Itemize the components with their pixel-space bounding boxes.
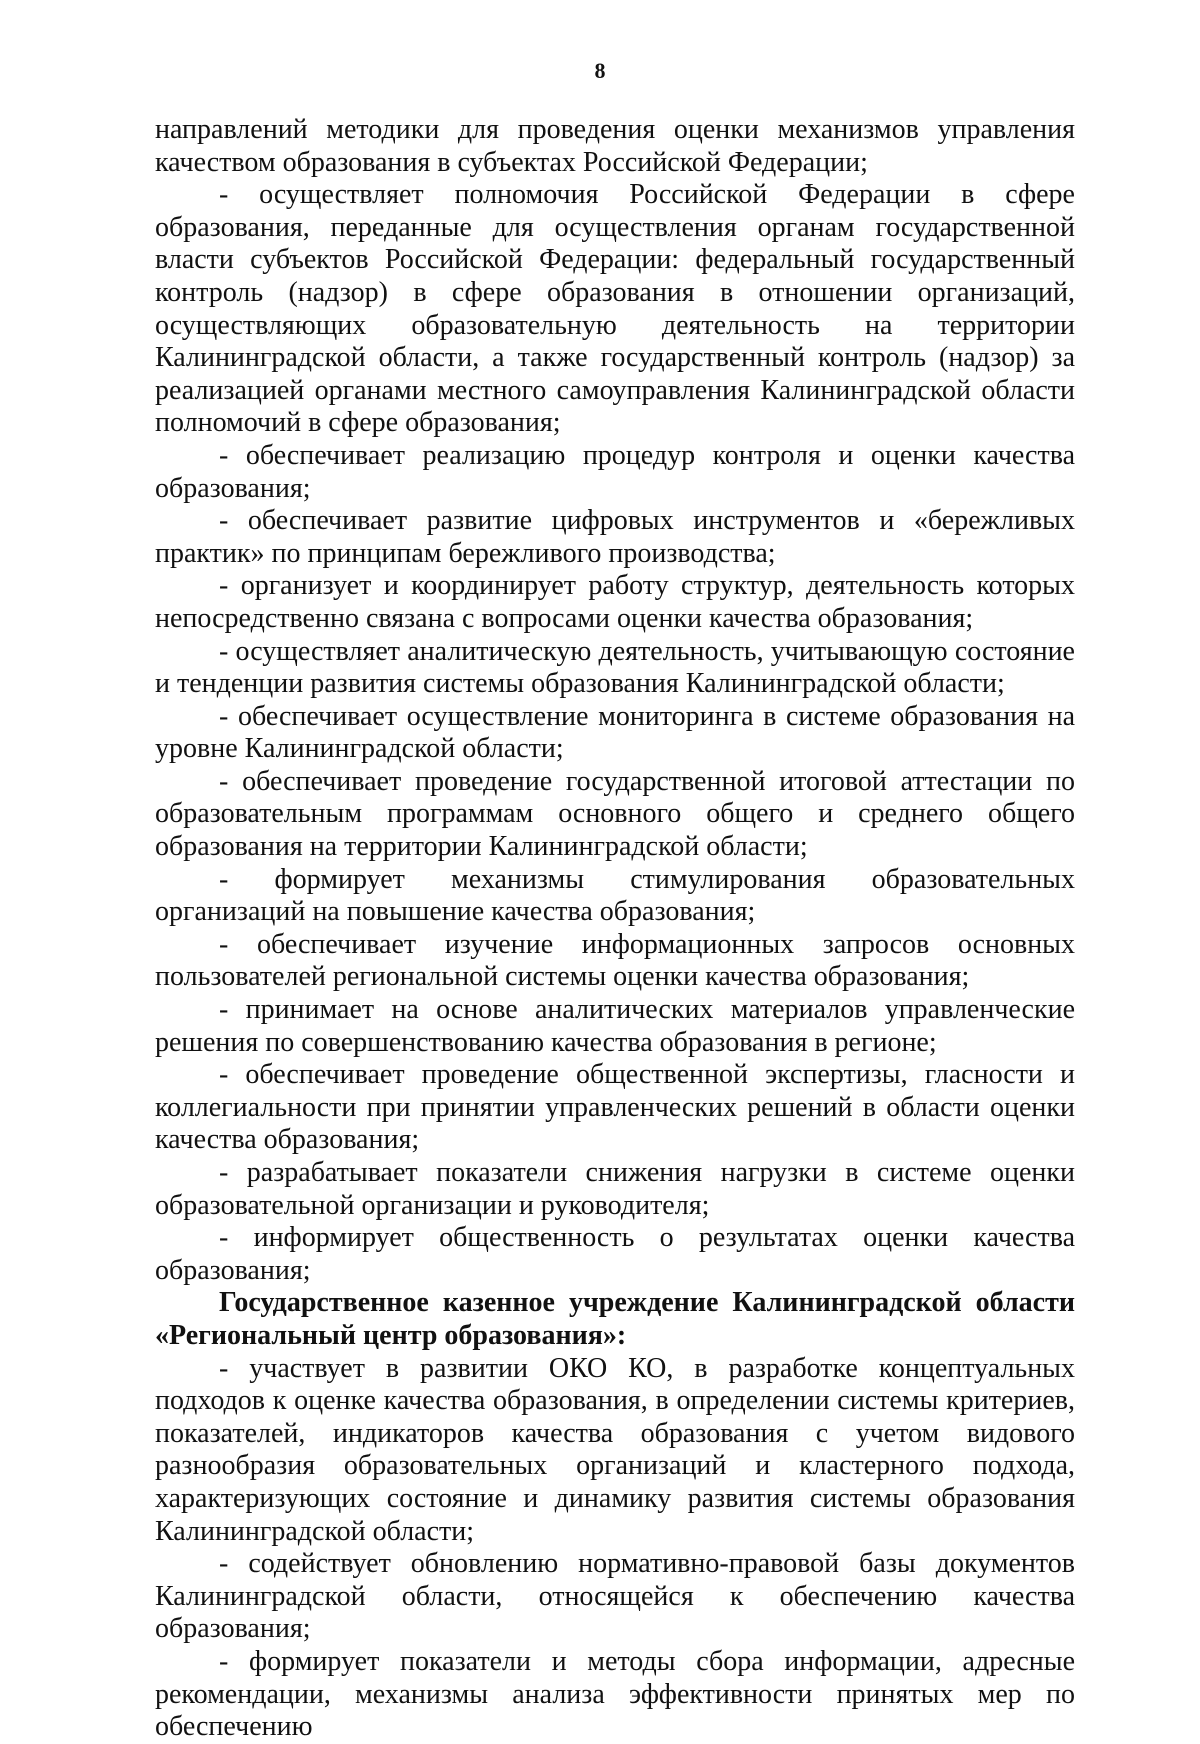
section-heading-regional-center: Государственное казенное учреждение Калининградской области «Региональный центр образования»: [155, 1287, 1075, 1351]
paragraph-information-requests: - обеспечивает изучение информационных запросов основных пользователей региональной системы оценки качества образования; [155, 928, 1075, 993]
paragraph-federal-powers: - осуществляет полномочия Российской Федерации в сфере образования, переданные для осуществления органам государственной власти субъектов Российской Федерации: федеральный государственный контроль (надзор) в сфере образования в отношении организаций, осуществляющих образовательную деятельность на территории Калининградской области, а также государственный контроль (надзор) за реализацией органами местного самоуправления Калининградской области полномочий в сфере образования; [155, 179, 1075, 439]
paragraph-public-expertise: - обеспечивает проведение общественной экспертизы, гласности и коллегиальности при принятии управленческих решений в области оценки качества образования; [155, 1059, 1075, 1156]
paragraph-management-decisions: - принимает на основе аналитических материалов управленческие решения по совершенствованию качества образования в регионе; [155, 994, 1075, 1058]
paragraph-analytics: - осуществляет аналитическую деятельность, учитывающую состояние и тенденции развития системы образования Калининградской области; [155, 635, 1075, 700]
paragraph-indicators-methods: - формирует показатели и методы сбора информации, адресные рекомендации, механизмы анализа эффективности принятых мер по обеспечению [155, 1645, 1075, 1743]
paragraph-load-reduction: - разрабатывает показатели снижения нагрузки в системе оценки образовательной организации и руководителя; [155, 1157, 1075, 1221]
paragraph-control-procedures: - обеспечивает реализацию процедур контроля и оценки качества образования; [155, 439, 1075, 504]
paragraph-coordinates-structures: - организует и координирует работу структур, деятельность которых непосредственно связана с вопросами оценки качества образования; [155, 570, 1075, 634]
paragraph-participates-development: - участвует в развитии ОКО КО, в разработке концептуальных подходов к оценке качества образования, в определении системы критериев, показателей, индикаторов качества образования с учетом видового разнообразия образовательных организаций и кластерного подхода, характеризующих состояние и динамику развития системы образования Калининградской области; [155, 1352, 1075, 1547]
paragraph-incentives: - формирует механизмы стимулирования образовательных организаций на повышение качества образования; [155, 863, 1075, 928]
document-body [155, 114, 1075, 1744]
paragraph-digital-tools: - обеспечивает развитие цифровых инструментов и «бережливых практик» по принципам бережливого производства; [155, 505, 1075, 569]
paragraph-monitoring: - обеспечивает осуществление мониторинга в системе образования на уровне Калининградской области; [155, 700, 1075, 765]
page-number: 8 [594, 58, 606, 83]
paragraph-methodology-continuation: направлений методики для проведения оценки механизмов управления качеством образования в субъектах Российской Федерации; [155, 114, 1075, 178]
paragraph-regulatory-base: - содействует обновлению нормативно-правовой базы документов Калининградской области, относящейся к обеспечению качества образования; [155, 1548, 1075, 1645]
paragraph-final-attestation: - обеспечивает проведение государственной итоговой аттестации по образовательным программам основного общего и среднего общего образования на территории Калининградской области; [155, 765, 1075, 863]
paragraph-informs-public: - информирует общественность о результатах оценки качества образования; [155, 1222, 1075, 1286]
